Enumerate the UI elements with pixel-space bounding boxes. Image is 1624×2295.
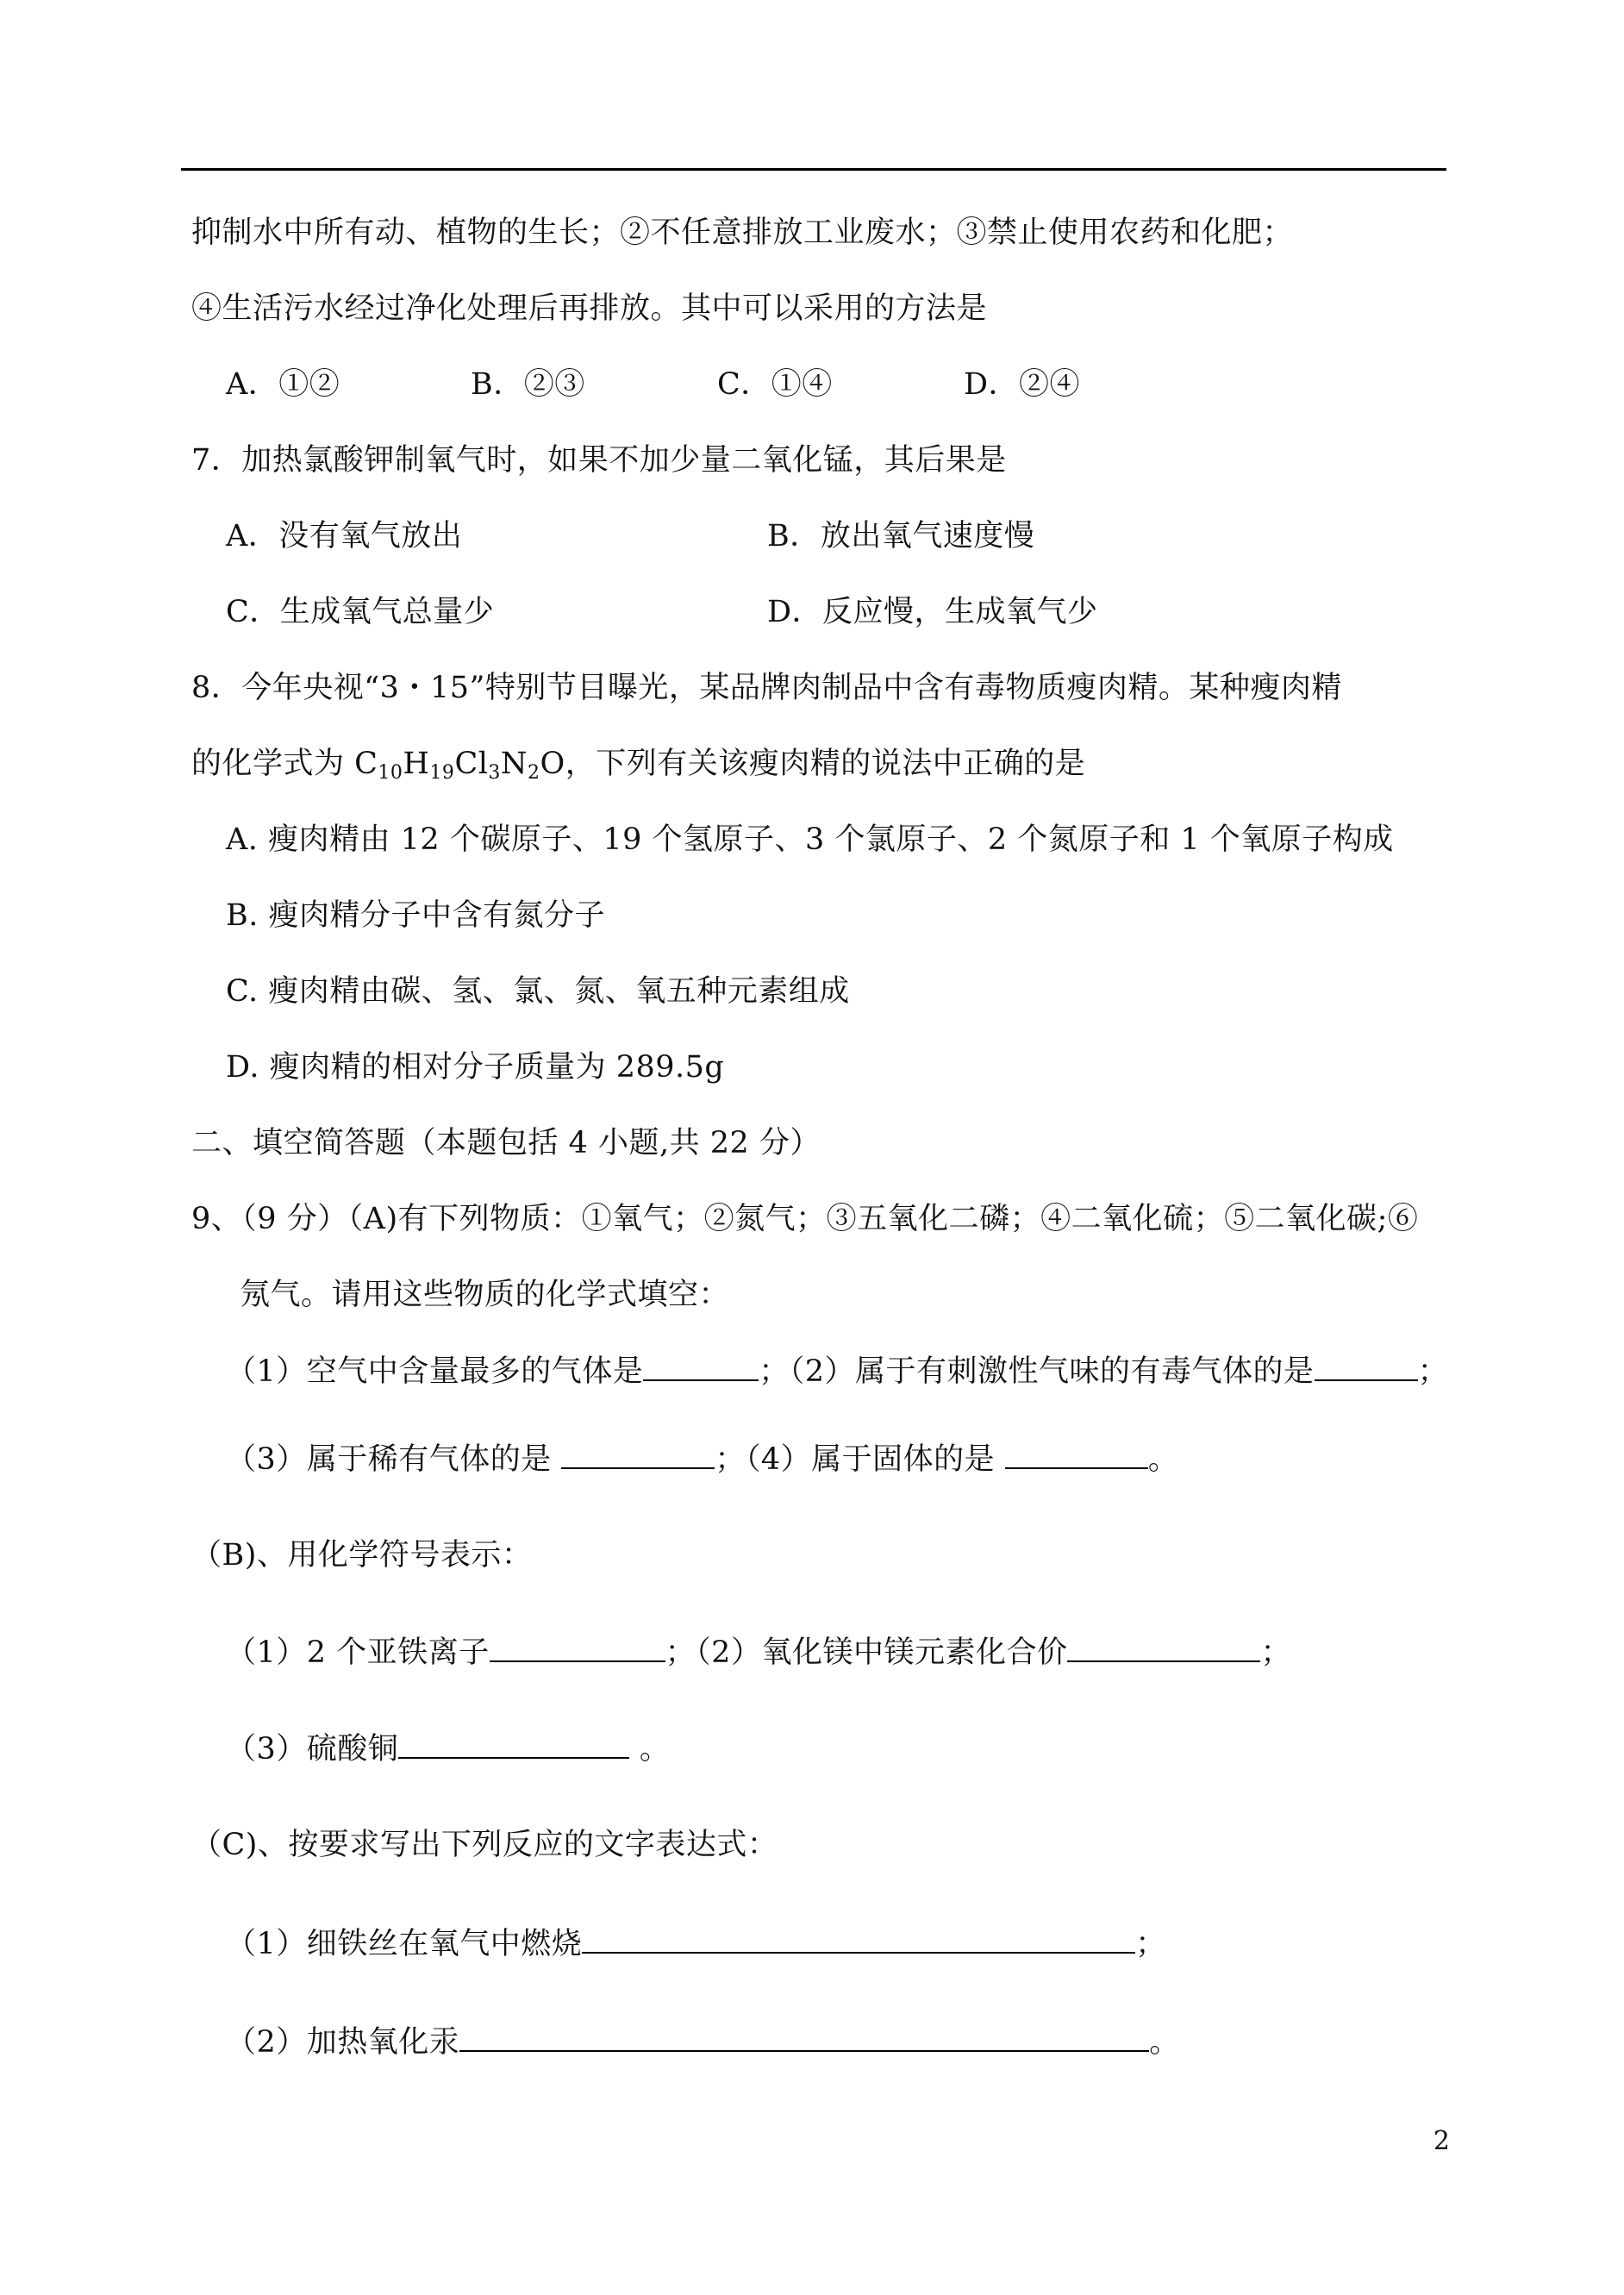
q6-line1: 抑制水中所有动、植物的生长；②不任意排放工业废水；③禁止使用农药和化肥；: [191, 216, 1294, 250]
q8-option-a: A. 瘦肉精由 12 个碳原子、19 个氢原子、3 个氯原子、2 个氮原子和 1 个氧原子构成: [226, 822, 1394, 857]
q7-option-c: C．生成氧气总量少: [226, 595, 495, 629]
formula-cl: Cl: [454, 747, 489, 781]
q8-stem-line1: 8．今年央视“3・15”特别节目曝光，某品牌肉制品中含有毒物质瘦肉精。某种瘦肉精: [191, 671, 1342, 705]
formula-sub-c: 10: [378, 762, 403, 784]
formula-sub-n: 2: [528, 762, 540, 784]
q6-option-d: D．②④: [964, 367, 1081, 402]
q9-stem-line1: 9、（9 分）（A)有下列物质：①氧气；②氮气；③五氧化二磷；④二氧化硫；⑤二氧化碳;⑥: [191, 1202, 1419, 1236]
formula-sub-cl: 3: [488, 762, 501, 784]
answer-blank-c2[interactable]: [459, 2023, 1149, 2052]
formula-sub-h: 19: [429, 762, 455, 784]
q7-stem: 7．加热氯酸钾制氧气时，如果不加少量二氧化锰，其后果是: [191, 443, 1007, 478]
q9-a-row1-end: ；: [1417, 1354, 1449, 1389]
answer-blank-c1[interactable]: [582, 1924, 1135, 1954]
q9-a-row1: [226, 1352, 1448, 1391]
answer-blank-b2[interactable]: [1067, 1633, 1260, 1662]
q8-option-b: B. 瘦肉精分子中含有氮分子: [226, 898, 605, 933]
q9-c-row1: [226, 1924, 1166, 1963]
q9-b1-label: （1）2 个亚铁离子: [226, 1635, 490, 1670]
q9-b-row1: [226, 1633, 1291, 1672]
q6-option-b: B．②③: [471, 367, 585, 402]
q9-a3-label: （3）属于稀有气体的是: [226, 1442, 562, 1477]
q8-stem-suffix: ，下列有关该瘦肉精的说法中正确的是: [565, 747, 1086, 781]
section2-title: 二、填空简答题（本题包括 4 小题,共 22 分）: [191, 1126, 821, 1160]
header-rule: [181, 168, 1446, 171]
q9-b-row1-end: ；: [1260, 1635, 1291, 1670]
q6-option-a: A．①②: [226, 367, 340, 402]
q7-option-a: A．没有氧气放出: [226, 519, 463, 553]
q9-b-row2: [226, 1729, 670, 1768]
answer-blank-b3[interactable]: [398, 1729, 629, 1759]
formula-h: H: [403, 747, 430, 781]
q8-option-c: C. 瘦肉精由碳、氢、氯、氮、氧五种元素组成: [226, 974, 850, 1009]
q9-c2-label: （2）加热氧化汞: [226, 2025, 460, 2060]
q9-a1-label: （1）空气中含量最多的气体是: [226, 1354, 644, 1389]
page-number: 2: [1433, 2126, 1450, 2156]
answer-blank-a4[interactable]: [1005, 1440, 1148, 1469]
q9-c-title: （C)、按要求写出下列反应的文字表达式：: [191, 1828, 778, 1862]
q7-option-d: D．反应慢，生成氧气少: [767, 595, 1098, 629]
q9-c1-label: （1）细铁丝在氧气中燃烧: [226, 1927, 583, 1961]
q9-c-row2: [226, 2023, 1180, 2061]
q6-line2: ④生活污水经过净化处理后再排放。其中可以采用的方法是: [191, 291, 988, 326]
q8-stem-line2: [191, 745, 1085, 783]
q9-a-row2: [226, 1440, 1178, 1479]
q9-b-title: （B)、用化学符号表示：: [191, 1538, 533, 1573]
q9-a4-label: ；（4）属于固体的是: [715, 1442, 1005, 1477]
q9-c-row2-end: 。: [1149, 2025, 1180, 2060]
q9-b-row2-end: 。: [629, 1732, 671, 1767]
q8-option-d: D. 瘦肉精的相对分子质量为 289.5g: [226, 1050, 725, 1085]
q6-option-c: C．①④: [717, 367, 833, 402]
answer-blank-a3[interactable]: [561, 1440, 715, 1469]
q9-stem-line2: 氖气。请用这些物质的化学式填空：: [240, 1278, 730, 1312]
q9-b3-label: （3）硫酸铜: [226, 1732, 399, 1767]
q7-option-b: B．放出氧气速度慢: [767, 519, 1035, 553]
q9-a-row2-end: 。: [1147, 1442, 1179, 1477]
formula-o: O: [540, 747, 565, 781]
q8-stem-prefix: 的化学式为 C: [191, 747, 378, 781]
q9-b2-label: ；（2）氧化镁中镁元素化合价: [665, 1635, 1068, 1670]
formula-n: N: [500, 747, 528, 781]
q9-c-row1-end: ；: [1135, 1927, 1166, 1961]
q9-a2-label: ；（2）属于有刺激性气味的有毒气体的是: [759, 1354, 1315, 1389]
answer-blank-a1[interactable]: [643, 1352, 759, 1381]
answer-blank-b1[interactable]: [490, 1633, 665, 1662]
answer-blank-a2[interactable]: [1315, 1352, 1418, 1381]
